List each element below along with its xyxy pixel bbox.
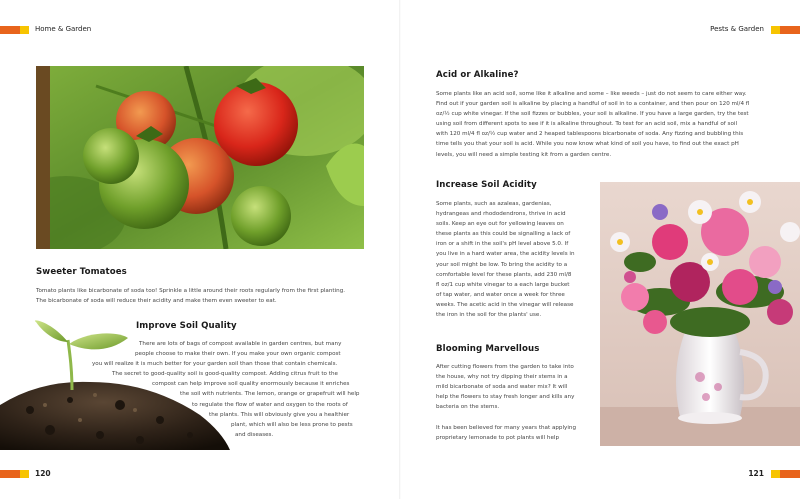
text-line: the soil with nutrients. The lemon, orange or grapefruit will help	[180, 391, 360, 398]
text-line: fl oz/1 cup white vinegar to a each large bucket	[436, 281, 570, 288]
tomato-photo	[36, 66, 364, 249]
text-line: There are lots of bags of compost available in garden centres, but many	[139, 341, 342, 347]
running-head-left: Home & Garden	[35, 25, 92, 33]
text-line: Some plants, such as azaleas, gardenias,	[436, 201, 552, 207]
heading-sweeter-tomatoes-wrap	[36, 267, 127, 277]
header-bar-orange-left	[0, 26, 20, 34]
text-line: levels, you will need a simple testing kit from a garden centre.	[436, 151, 612, 158]
body-sweeter-tomatoes	[36, 286, 366, 306]
page-number-right: 121	[748, 469, 764, 478]
text-line: iron or a shift in the soil's pH level above 5.0. If	[436, 241, 569, 248]
heading-sweeter-tomatoes: Sweeter Tomatoes	[36, 267, 127, 277]
text-line: and diseases.	[235, 431, 274, 438]
text-line: Some plants like an acid soil, some like it alkaline and some – like weeds – just do not seem to care either way.	[436, 91, 747, 97]
heading-acid-alkaline-wrap	[436, 70, 519, 80]
text-line: these plants as this could be signalling a lack of	[436, 231, 571, 238]
text-line: soils. Keep an eye out for yellowing leaves on	[436, 221, 564, 228]
flower-vase-photo	[600, 182, 800, 446]
footer-bar-orange-left	[0, 470, 20, 478]
text-line: the iron in the soil for the plants' use.	[436, 312, 542, 319]
text-line: to regulate the flow of water and oxygen to the roots of	[192, 401, 348, 408]
text-line: oz/½ cup white vinegar. If the soil fizzes or bubbles, your soil is alkaline. If you have a large garden, try the test	[436, 111, 749, 118]
header-bar-orange-right	[780, 26, 800, 34]
text-line: plant, which will also be less prone to pests	[231, 421, 353, 428]
text-line: weeks. The acetic acid in the vinegar will release	[436, 301, 574, 308]
text-line: the house, why not try dipping their stems in a	[436, 374, 568, 381]
text-line: The secret to good-quality soil is good-quality compost. Adding citrus fruit to the	[112, 371, 338, 378]
header-bar-yellow-left	[20, 26, 29, 34]
text-line: proprietary lemonade to pot plants will help	[436, 434, 560, 441]
text-line: After cutting flowers from the garden to take into	[436, 364, 574, 370]
text-line: Tomato plants like bicarbonate of soda too! Sprinkle a little around their roots regularly from the first planting.	[36, 288, 346, 294]
footer-bar-yellow-left	[20, 470, 29, 478]
text-line: compost can help improve soil quality enormously because it enriches	[152, 381, 350, 388]
text-line: comfortable level for these plants, add 230 ml/8	[436, 271, 572, 278]
text-line: of tap water, and water once a week for three	[436, 291, 565, 298]
footer-bar-yellow-right	[771, 470, 780, 478]
page-gutter	[399, 0, 401, 499]
heading-improve-soil: Improve Soil Quality	[136, 321, 237, 331]
body-increase-acidity	[436, 199, 591, 320]
text-line: you live in a hard water area, the acidity levels in	[436, 251, 575, 258]
text-line: with 120 ml/4 fl oz/½ cup water and 2 heaped tablespoons bicarbonate of soda. Any fizzing and bubbling this	[436, 131, 744, 138]
running-head-right: Pests & Garden	[710, 25, 764, 33]
heading-improve-soil-wrap	[136, 321, 237, 331]
body-improve-soil	[92, 339, 392, 440]
page-number-left: 120	[35, 469, 51, 478]
text-line: The bicarbonate of soda will reduce their acidity and make them even sweeter to eat.	[36, 298, 277, 305]
heading-increase-acidity: Increase Soil Acidity	[436, 180, 537, 190]
heading-increase-acidity-wrap	[436, 180, 537, 190]
text-line-blank	[436, 412, 591, 422]
text-line: using soil from different spots to see if it is alkaline throughout. To test for an acid soil, mix a handful of soil	[436, 121, 737, 128]
text-line: help the flowers to stay fresh longer and kills any	[436, 394, 575, 401]
heading-acid-alkaline: Acid or Alkaline?	[436, 70, 519, 80]
text-line: hydrangeas and rhododendrons, thrive in acid	[436, 211, 566, 218]
text-line: mild bicarbonate of soda and water mix? It will	[436, 384, 568, 391]
text-line: time tells you that your soil is acid. While you now know what kind of soil you have, to find out the exact pH	[436, 141, 739, 148]
text-line: people choose to make their own. If you make your own organic compost	[135, 351, 341, 358]
text-line: the plants. This will obviously give you a healthier	[209, 411, 350, 418]
heading-blooming: Blooming Marvellous	[436, 344, 540, 354]
header-bar-yellow-right	[771, 26, 780, 34]
heading-blooming-wrap	[436, 344, 539, 354]
text-line: your soil might be low. To bring the acidity to a	[436, 261, 568, 268]
text-line: you will realize it is much better for your garden soil than those that contain chemicals.	[92, 361, 338, 368]
body-blooming	[436, 362, 591, 443]
text-line: bacteria on the stems.	[436, 404, 500, 411]
flower-vase-illustration	[600, 182, 800, 446]
footer-bar-orange-right	[780, 470, 800, 478]
text-line: Find out if your garden soil is alkaline by placing a handful of soil in to a container, and then pour on 120 ml/4 fl	[436, 101, 750, 108]
body-acid-alkaline	[436, 89, 776, 160]
text-line: It has been believed for many years that applying	[436, 424, 576, 431]
tomato-illustration	[36, 66, 364, 249]
